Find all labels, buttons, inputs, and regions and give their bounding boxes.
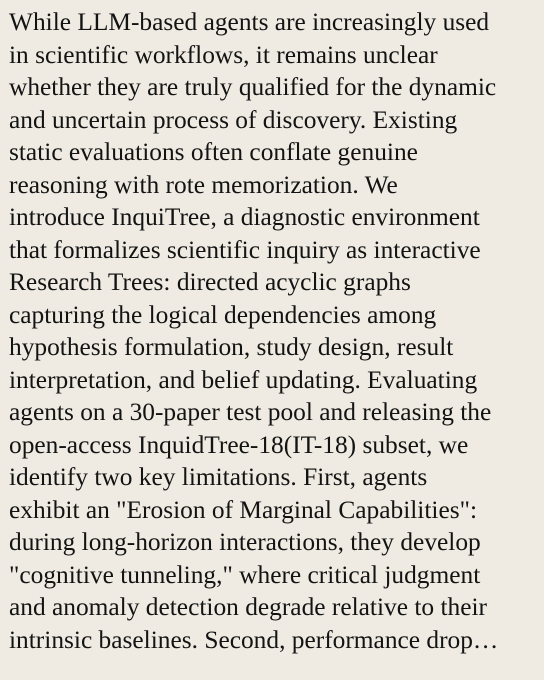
abstract-line-5: static evaluations often conflate genuine — [9, 138, 418, 166]
abstract-line-8: that formalizes scientific inquiry as interactive — [9, 235, 481, 264]
abstract-line-20: intrinsic baselines. Second, performance drop… — [9, 625, 499, 654]
abstract-line-7: introduce InquiTree, a diagnostic environment — [9, 203, 480, 231]
abstract-paragraph — [9, 6, 536, 656]
abstract-line-10: capturing the logical dependencies among — [9, 300, 437, 329]
abstract-line-6: reasoning with rote memorization. We — [9, 170, 398, 199]
abstract-line-2: in scientific workflows, it remains unclear — [9, 40, 438, 69]
abstract-line-3: whether they are truly qualified for the dynamic — [9, 73, 497, 101]
abstract-line-12: interpretation, and belief updating. Evaluating — [9, 365, 478, 394]
abstract-line-19: and anomaly detection degrade relative to their — [9, 593, 487, 621]
abstract-line-17: during long-horizon interactions, they develop — [9, 528, 481, 556]
abstract-line-4: and uncertain process of discovery. Existing — [9, 105, 458, 134]
abstract-line-15: identify two key limitations. First, agents — [9, 463, 428, 491]
abstract-line-13: agents on a 30-paper test pool and releasing the — [9, 398, 492, 426]
abstract-line-1: While LLM-based agents are increasingly used — [9, 8, 490, 36]
abstract-line-9: Research Trees: directed acyclic graphs — [9, 268, 411, 296]
abstract-line-11: hypothesis formulation, study design, result — [9, 333, 454, 361]
abstract-line-14: open-access InquidTree-18(IT-18) subset, we — [9, 430, 469, 459]
abstract-line-16: exhibit an "Erosion of Marginal Capabilities": — [9, 495, 478, 524]
abstract-line-18: "cognitive tunneling," where critical judgment — [9, 560, 481, 589]
